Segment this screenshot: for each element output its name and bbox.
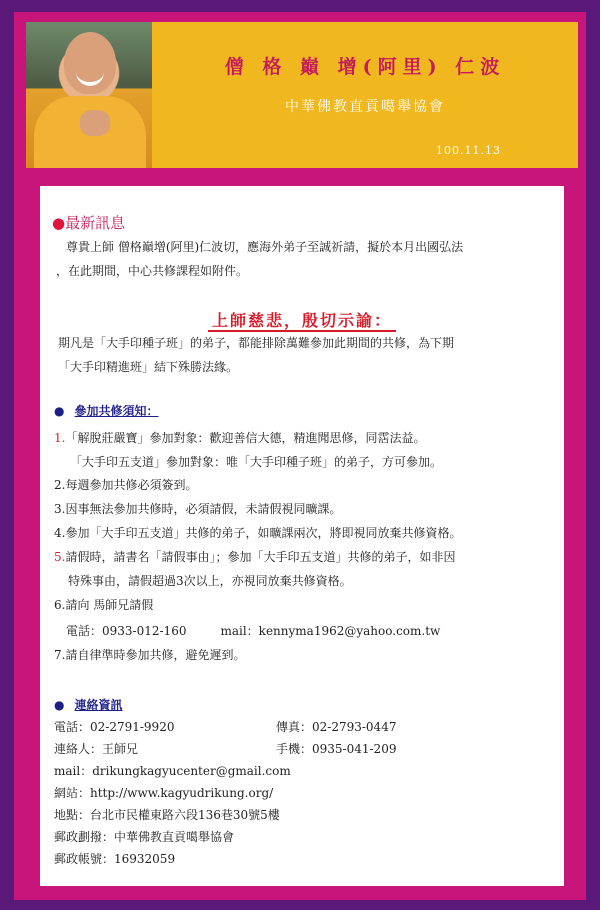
rules-heading	[54, 402, 159, 419]
organization-name: 中華佛教直貢噶舉協會	[285, 99, 445, 115]
rule-item	[54, 548, 455, 565]
rule-number: 7.	[54, 648, 66, 662]
news-paragraph-line: 尊貴上師 僧格巔增(阿里)仁波切，應海外弟子至誠祈請，擬於本月出國弘法	[66, 240, 464, 254]
contact-postal-account: 郵政帳號：16932059	[54, 852, 176, 866]
rule-item	[68, 572, 352, 589]
contact-postal-transfer: 郵政劃撥：中華佛教直貢噶舉協會	[54, 830, 235, 844]
notice-line: 「大手印精進班」結下殊勝法緣。	[58, 360, 239, 374]
rule-text: 「大手印五支道」參加對象：唯「大手印種子班」的弟子，方可參加。	[70, 455, 443, 469]
rinpoche-photo	[26, 22, 152, 168]
notice-line: 期凡是「大手印種子班」的弟子，都能排除萬難參加此期間的共修，為下期	[58, 336, 455, 350]
news-paragraph-line: ，在此期間，中心共修課程如附件。	[56, 264, 249, 278]
rule-item	[70, 453, 442, 470]
contact-address: 地點：台北市民權東路六段136巷30號5樓	[54, 808, 280, 822]
contact-fax: 傳真：02-2793-0447	[276, 720, 397, 734]
contact-person: 連絡人：王師兄	[54, 742, 139, 756]
page-title: 僧 格 巔 增(阿里) 仁波	[224, 56, 506, 78]
leave-phone: 電話：0933-012-160	[66, 624, 187, 638]
content-panel	[40, 186, 564, 886]
rule-item	[54, 646, 245, 663]
leave-contact	[66, 622, 440, 639]
contact-heading	[54, 696, 123, 713]
news-bullet-icon: ●	[52, 214, 66, 232]
photo-hands	[80, 110, 110, 136]
rule-item	[54, 500, 341, 517]
rule-number: 5.	[54, 550, 66, 564]
contact-phone: 電話：02-2791-9920	[54, 720, 175, 734]
rule-item	[54, 524, 461, 541]
rule-item	[54, 476, 197, 493]
slogan	[40, 308, 564, 331]
contact-mobile: 手機：0935-041-209	[276, 742, 397, 756]
rule-text: 請向 馬師兄請假	[65, 598, 154, 612]
rule-number: 4.	[54, 526, 66, 540]
rule-text: 每週參加共修必須簽到。	[65, 478, 198, 492]
rule-text: 參加「大手印五支道」共修的弟子，如曠課兩次，將即視同放棄共修資格。	[65, 526, 462, 540]
contact-heading-text: 連絡資訊	[74, 698, 123, 712]
header-banner	[26, 22, 578, 168]
rule-text: 請自律準時參加共修，避免遲到。	[65, 648, 246, 662]
rule-text: 「解脫莊嚴寶」參加對象：歡迎善信大德，精進聞思修，同霑法益。	[65, 431, 426, 445]
rule-number: 6.	[54, 598, 66, 612]
rules-bullet-icon: ●	[54, 404, 65, 418]
rule-text: 請假時，請書名「請假事由」；參加「大手印五支道」共修的弟子，如非因	[65, 550, 456, 564]
slogan-text: 上師慈悲，殷切示諭：	[208, 311, 396, 332]
contact-bullet-icon: ●	[54, 698, 65, 712]
rule-number: 3.	[54, 502, 66, 516]
contact-website-link[interactable]: 網站：http://www.kagyudrikung.org/	[54, 786, 274, 800]
rule-text: 因事無法參加共修時，必須請假，未請假視同曠課。	[65, 502, 342, 516]
rules-heading-text: 參加共修須知：	[74, 404, 159, 418]
issue-date: 100.11.13	[436, 144, 501, 157]
contact-email-link[interactable]: mail：drikungkagyucenter@gmail.com	[54, 764, 291, 778]
rule-item	[54, 429, 425, 446]
news-heading-text: 最新訊息	[65, 214, 126, 232]
rule-number: 1.	[54, 431, 66, 445]
rule-text: 特殊事由，請假超過3次以上，亦視同放棄共修資格。	[68, 574, 352, 588]
leave-email-link[interactable]: mail：kennyma1962@yahoo.com.tw	[220, 624, 441, 638]
rule-item	[54, 596, 153, 613]
rule-number: 2.	[54, 478, 66, 492]
news-heading	[52, 212, 125, 233]
